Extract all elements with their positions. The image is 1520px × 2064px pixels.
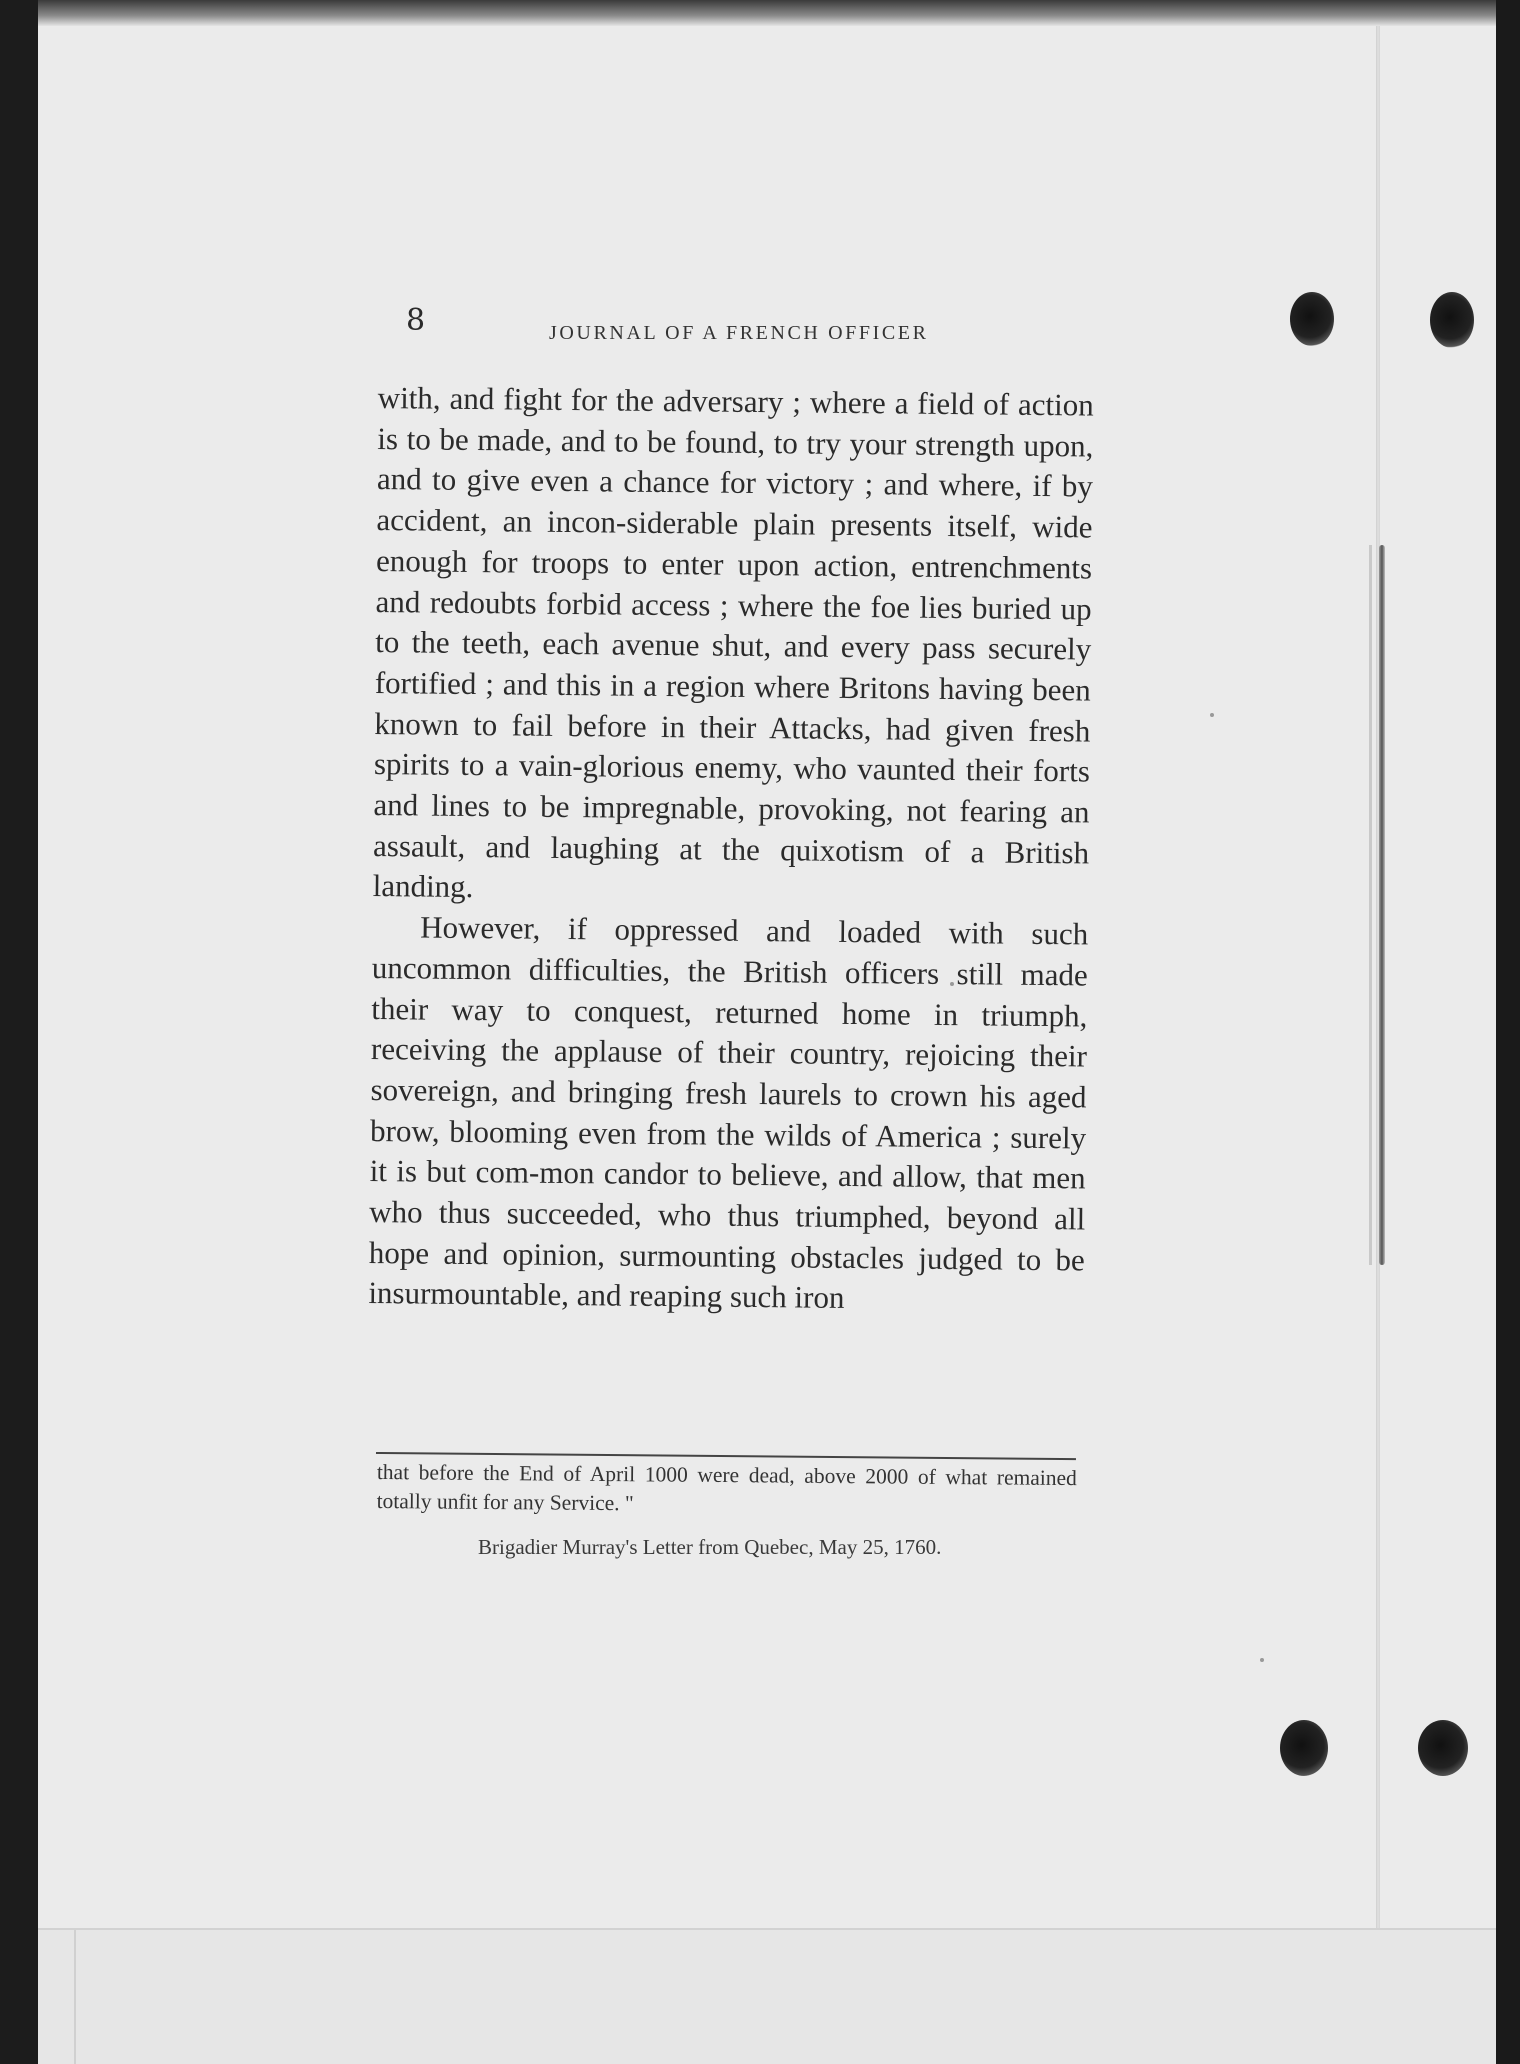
binding-line xyxy=(1379,545,1385,1265)
body-text xyxy=(368,378,1094,1322)
paragraph: with, and fight for the adversary ; where a field of action is to be made, and to be found, to try your strength upon, and to give even a chance for victory ; and where, if by accident, an incon-siderable plain presents itself, wide enough for troops to enter upon action, entrenchments and redoubts forbid access ; where the foe lies buried up to the teeth, each avenue shut, and every pass securely fortified ; and this in a region where Britons having been known to fail before in their Attacks, had given fresh spirits to a vain-glorious enemy, who vaunted their forts and lines to be impregnable, provoking, not fearing an assault, and laughing at the quixotism of a British landing. xyxy=(372,379,1094,905)
scan-bottom-band xyxy=(38,1928,1496,2064)
speck xyxy=(1210,713,1214,717)
scan-bottom-band-inner xyxy=(74,1930,1496,2064)
punch-hole-top-right xyxy=(1430,292,1474,348)
running-head: JOURNAL OF A FRENCH OFFICER xyxy=(549,322,929,344)
speck xyxy=(1260,1658,1264,1662)
punch-hole-bottom-right xyxy=(1418,1720,1468,1776)
page-number: 8 xyxy=(406,303,426,338)
binding-line-shadow xyxy=(1369,545,1372,1265)
punch-hole-bottom-left xyxy=(1280,1720,1328,1776)
scan-edge-right xyxy=(1496,0,1520,2064)
paragraph: However, if oppressed and loaded with such uncommon difficulties, the British officers still made their way to conquest, returned home in triumph, receiving the applause of their country, rejoicing their sovereign, and bringing fresh laurels to crown his aged brow, blooming even from the wilds of America ; surely it is but com-mon candor to believe, and allow, that men who thus succeeded, who thus triumphed, beyond all hope and opinion, surmounting obstacles judged to be insurmountable, and reaping such iron xyxy=(368,909,1089,1316)
scan-edge-top xyxy=(38,0,1496,26)
footnote-attribution: Brigadier Murray's Letter from Quebec, May 25, 1760. xyxy=(478,1535,942,1559)
punch-hole-top-left xyxy=(1290,292,1334,346)
footnote-text: that before the End of April 1000 were dead, above 2000 of what remained totally unfit for any Service. " xyxy=(376,1459,1077,1516)
scan-edge-left xyxy=(0,0,38,2064)
